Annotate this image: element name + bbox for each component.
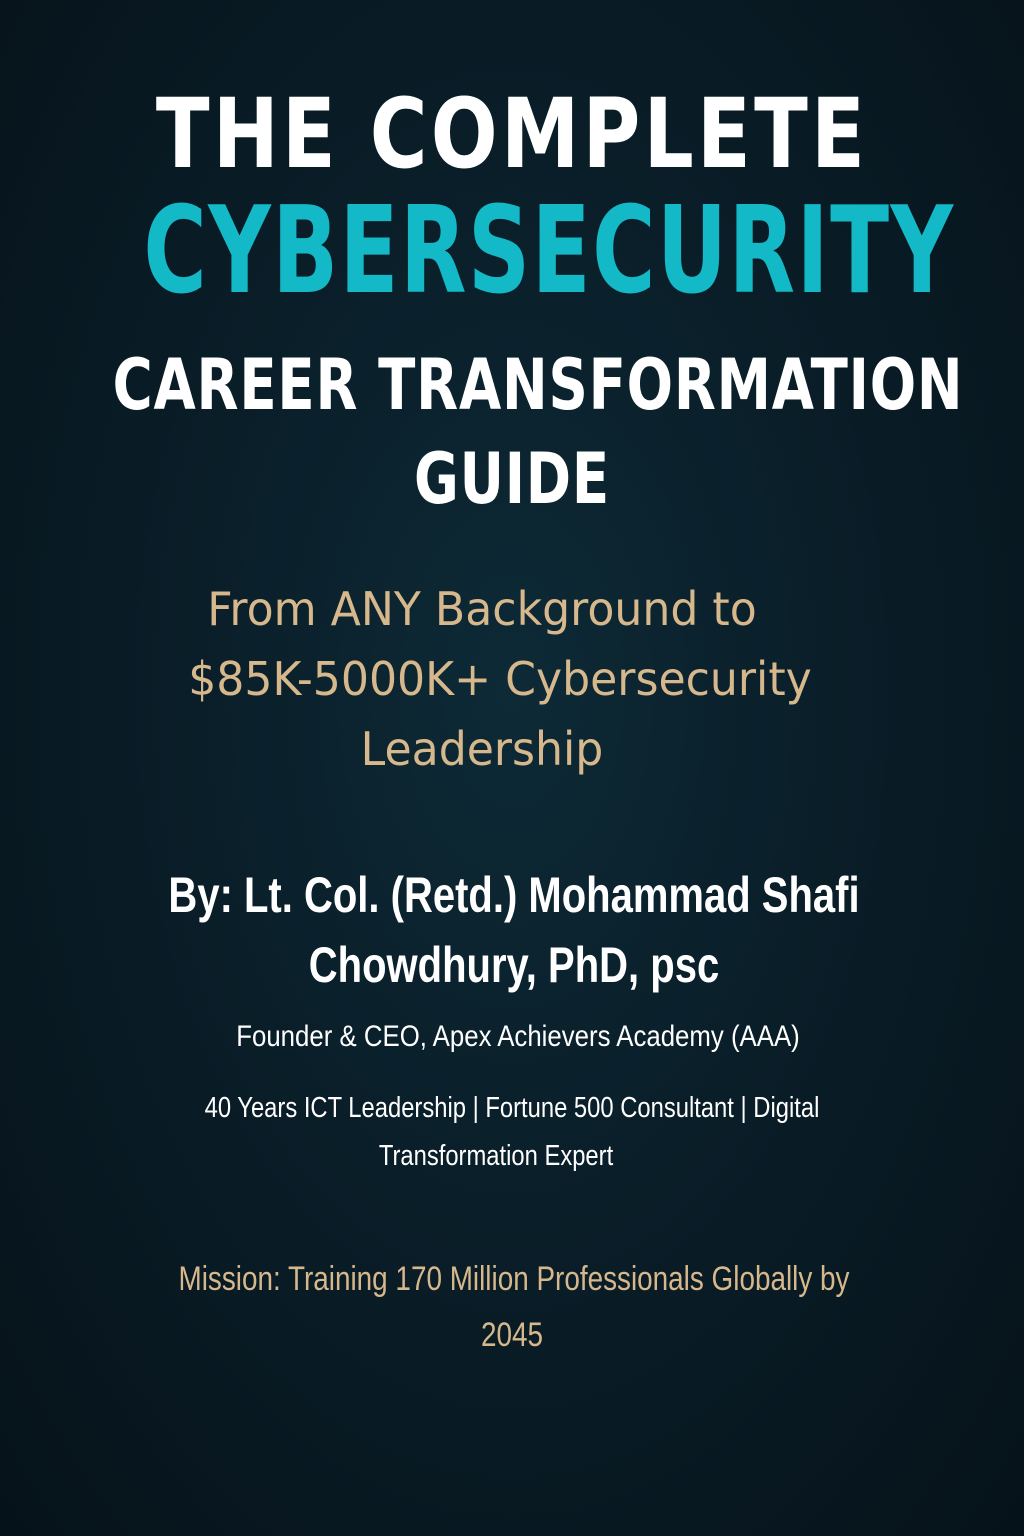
author-line-1: By: Lt. Col. (Retd.) Mohammad Shafi [168,867,860,923]
mission-line-2: 2045 [480,1316,544,1354]
mission-line-1: Mission: Training 170 Million Professionals Globally by [178,1260,850,1298]
subtitle-line-2: $85K-5000K+ Cybersecurity [188,652,812,706]
credentials-line-1: 40 Years ICT Leadership | Fortune 500 Consultant | Digital [204,1092,820,1124]
author-line-2: Chowdhury, PhD, psc [308,937,720,993]
title-line-1: THE COMPLETE [155,78,869,190]
title-line-4: GUIDE [414,438,610,520]
author-role: Founder & CEO, Apex Achievers Academy (AAA) [236,1020,800,1053]
credentials-line-2: Transformation Expert [378,1140,614,1172]
title-line-3: CAREER TRANSFORMATION [112,344,964,426]
subtitle-line-3: Leadership [360,722,604,776]
title-line-2-highlight: CYBERSECURITY [143,182,955,321]
subtitle-line-1: From ANY Background to [207,582,757,636]
